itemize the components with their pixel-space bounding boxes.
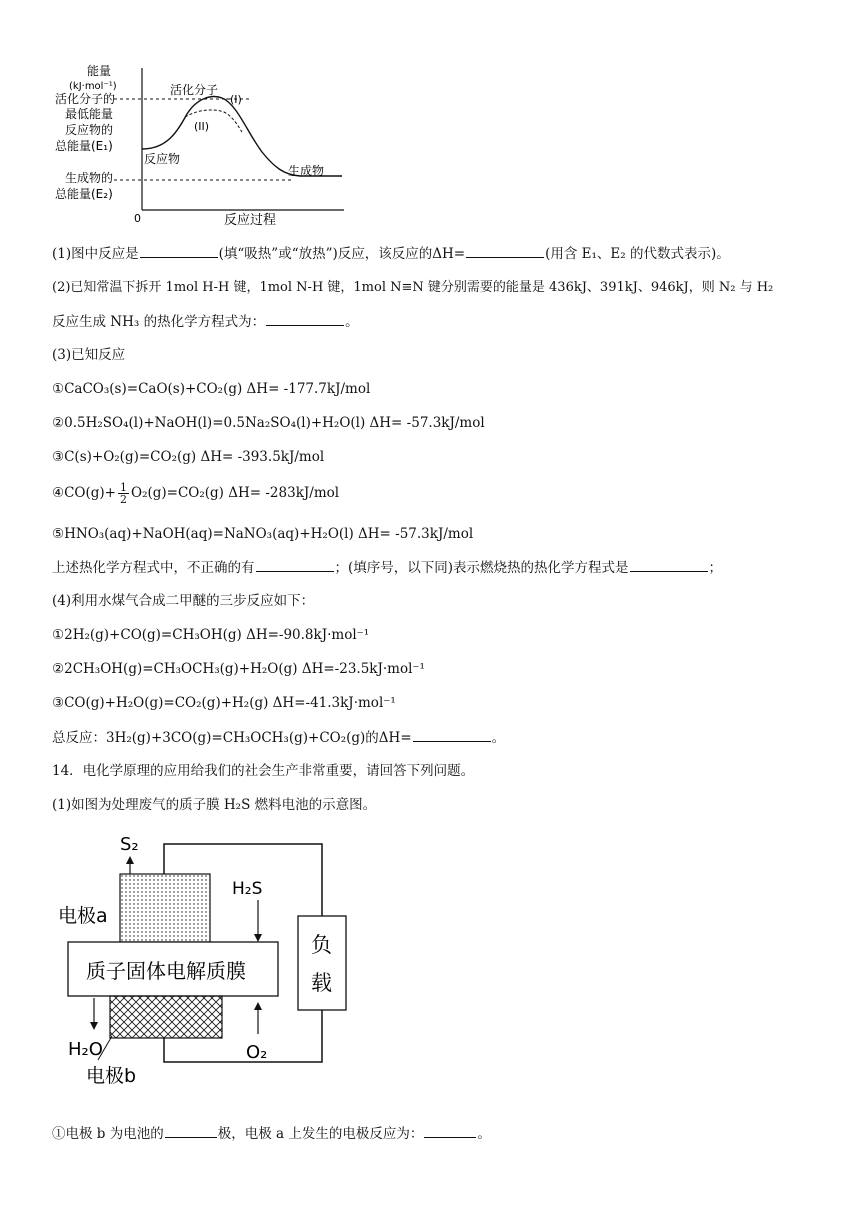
load-label-1: 负 — [311, 933, 332, 957]
q13-p2-text-b: 反应生成 NH₃ 的热化学方程式为： — [52, 314, 266, 330]
q13-p3q-text-b: ；(填序号，以下同)表示燃烧热的热化学方程式是 — [334, 560, 629, 576]
q14-q1-text-a: ①电极 b 为电池的 — [52, 1126, 164, 1142]
peak-label: 活化分子 — [170, 83, 219, 97]
label-reactant-total-1: 反应物的 — [65, 123, 114, 137]
q13-r3: ③CO(g)+H₂O(g)=CO₂(g)+H₂(g) ΔH=-41.3kJ·mol⁻¹ — [52, 695, 396, 711]
s2-label: S₂ — [120, 834, 139, 855]
q13-r2: ②2CH₃OH(g)=CH₃OCH₃(g)+H₂O(g) ΔH=-23.5kJ·mol⁻¹ — [52, 661, 425, 677]
curve-I-label: (I) — [230, 93, 242, 106]
answer-blank[interactable] — [424, 1124, 476, 1138]
product-label: 生成物 — [288, 164, 325, 178]
q14-q1-text-b: 极，电极 a 上发生的电极反应为： — [217, 1126, 424, 1142]
label-activated-min-2: 最低能量 — [65, 107, 114, 121]
electrode-a-label: 电极a — [58, 905, 108, 927]
q13-part3-title: (3)已知反应 — [52, 347, 126, 363]
h2o-label: H₂O — [68, 1039, 103, 1060]
load-box — [298, 916, 346, 1010]
q13-eq5: ⑤HNO₃(aq)+NaOH(aq)=NaNO₃(aq)+H₂O(l) ΔH= -57.3kJ/mol — [52, 526, 474, 542]
q13-eq2: ②0.5H₂SO₄(l)+NaOH(l)=0.5Na₂SO₄(l)+H₂O(l) ΔH= -57.3kJ/mol — [52, 415, 485, 431]
q14-title: 14．电化学原理的应用给我们的社会生产非常重要，请回答下列问题。 — [52, 763, 475, 779]
q13-p3q-text-a: 上述热化学方程式中，不正确的有 — [52, 560, 255, 576]
answer-blank[interactable] — [466, 244, 544, 258]
fraction-one-half — [118, 482, 129, 505]
label-product-total-1: 生成物的 — [65, 171, 114, 185]
o2-arrowhead — [254, 1002, 262, 1010]
q13-total — [52, 728, 505, 747]
fraction-numerator: 1 — [120, 481, 127, 494]
q13-part1 — [52, 244, 730, 263]
answer-blank[interactable] — [140, 244, 218, 258]
membrane-label: 质子固体电解质膜 — [86, 959, 246, 983]
q13-total-text-a: 总反应：3H₂(g)+3CO(g)=CH₃OCH₃(g)+CO₂(g)的ΔH= — [52, 730, 412, 746]
x-axis-label: 反应过程 — [224, 213, 277, 228]
q13-total-text-b: 。 — [491, 730, 506, 746]
q13-p2-text-a: (2)已知常温下拆开 1mol H-H 键，1mol N-H 键，1mol N≡N 键分别需要的能量是 436kJ、391kJ、946kJ，则 N₂ 与 H₂ — [52, 280, 774, 295]
q13-part4-title: (4)利用水煤气合成二甲醚的三步反应如下： — [52, 593, 315, 609]
q13-eq3: ③C(s)+O₂(g)=CO₂(g) ΔH= -393.5kJ/mol — [52, 449, 325, 465]
q13-eq4 — [52, 480, 339, 506]
q13-p1-text-b: (填“吸热”或“放热”)反应，该反应的ΔH= — [218, 246, 466, 262]
q13-eq4-text-a: ④CO(g)+ — [52, 485, 116, 501]
q13-p3q-text-c: ； — [708, 560, 723, 576]
answer-blank[interactable] — [413, 728, 491, 742]
load-label-2: 载 — [311, 971, 332, 995]
o2-label: O₂ — [246, 1042, 268, 1063]
fraction-denominator: 2 — [120, 493, 127, 506]
q14-question1 — [52, 1124, 491, 1143]
q13-part2-line1 — [52, 279, 773, 297]
y-axis-unit: (kJ·mol⁻¹) — [69, 81, 117, 92]
h2o-arrowhead — [90, 1022, 98, 1030]
q13-p1-text-c: (用含 E₁、E₂ 的代数式表示)。 — [545, 246, 730, 262]
answer-blank[interactable] — [266, 312, 344, 326]
electrode-b — [110, 996, 222, 1038]
q13-part3-question — [52, 558, 722, 577]
y-axis-label: 能量 — [87, 64, 112, 78]
h2s-arrowhead — [254, 934, 262, 942]
label-activated-min-1: 活化分子的 — [55, 92, 116, 106]
answer-blank[interactable] — [256, 558, 334, 572]
label-reactant-total-2: 总能量(E₁) — [55, 139, 113, 153]
q13-p2-text-c: 。 — [345, 314, 359, 330]
answer-blank[interactable] — [165, 1124, 217, 1138]
q13-eq4-text-b: O₂(g)=CO₂(g) ΔH= -283kJ/mol — [131, 485, 340, 501]
energy-profile-diagram — [52, 62, 352, 230]
q13-p1-text-a: (1)图中反应是 — [52, 246, 139, 262]
origin-label: 0 — [134, 212, 141, 225]
label-product-total-2: 总能量(E₂) — [55, 187, 113, 201]
q13-eq1: ①CaCO₃(s)=CaO(s)+CO₂(g) ΔH= -177.7kJ/mol — [52, 381, 371, 397]
electrode-a — [120, 874, 210, 942]
q13-part2-line2 — [52, 312, 359, 331]
fuel-cell-diagram — [52, 830, 372, 1100]
reactant-label: 反应物 — [144, 152, 181, 166]
s2-arrowhead — [126, 856, 134, 864]
q14-part1: (1)如图为处理废气的质子膜 H₂S 燃料电池的示意图。 — [52, 797, 377, 813]
q14-q1-text-c: 。 — [477, 1126, 491, 1142]
answer-blank[interactable] — [630, 558, 708, 572]
q13-r1: ①2H₂(g)+CO(g)=CH₃OH(g) ΔH=-90.8kJ·mol⁻¹ — [52, 627, 370, 643]
curve-II-label: (II) — [194, 120, 210, 133]
h2s-label: H₂S — [232, 879, 263, 899]
electrode-b-label: 电极b — [86, 1065, 137, 1087]
